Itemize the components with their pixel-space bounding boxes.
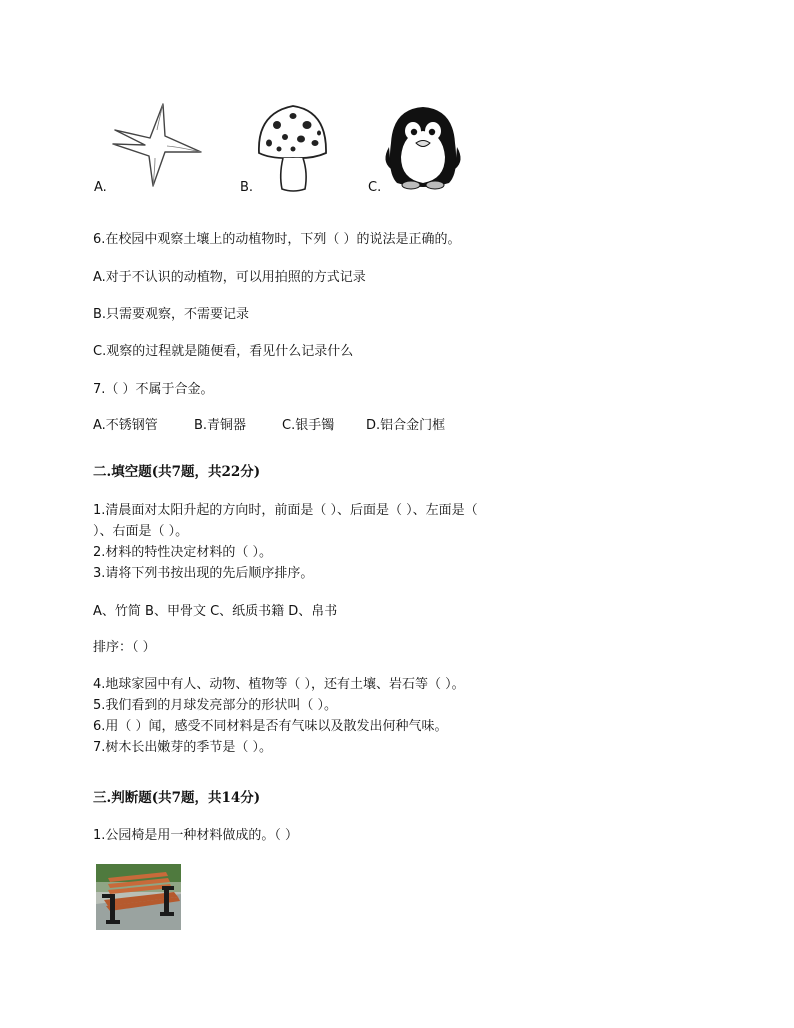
s2-item-1b: ）、右面是（ ）。 <box>93 524 189 539</box>
s2-item-7: 7.树木长出嫩芽的季节是（ ）。 <box>93 740 273 755</box>
q6-option-a[interactable]: A.对于不认识的动植物，可以用拍照的方式记录 <box>93 270 366 285</box>
s2-item-5: 5.我们看到的月球发亮部分的形状叫（ ）。 <box>93 698 338 713</box>
s2-item-3-answer[interactable]: 排序：（ ） <box>93 640 156 655</box>
option-c-label: C. <box>368 180 382 195</box>
mushroom-icon <box>255 103 330 193</box>
section3-title: 三.判断题(共7题，共14分) <box>93 790 261 806</box>
park-bench-photo <box>96 864 181 930</box>
q6-option-b[interactable]: B.只需要观察，不需要记录 <box>93 307 250 322</box>
q7-option-b[interactable]: B.青铜器 <box>194 418 247 433</box>
q7-option-c[interactable]: C.银手镯 <box>282 418 335 433</box>
option-b-label: B. <box>240 180 254 195</box>
s2-item-3-options: A、竹简 B、甲骨文 C、纸质书籍 D、帛书 <box>93 604 338 619</box>
q7-stem: 7.（ ）不属于合金。 <box>93 382 214 397</box>
s2-item-4: 4.地球家园中有人、动物、植物等（ ），还有土壤、岩石等（ ）。 <box>93 677 465 692</box>
starfish-icon <box>105 100 205 190</box>
q7-option-a[interactable]: A.不锈钢管 <box>93 418 158 433</box>
option-a-label: A. <box>94 180 107 195</box>
s2-item-3: 3.请将下列书按出现的先后顺序排序。 <box>93 566 314 581</box>
section2-title: 二.填空题(共7题，共22分) <box>93 464 261 480</box>
s2-item-2: 2.材料的特性决定材料的（ ）。 <box>93 545 273 560</box>
q6-option-c[interactable]: C.观察的过程就是随便看，看见什么记录什么 <box>93 344 354 359</box>
s2-item-6: 6.用（ ）闻，感受不同材料是否有气味以及散发出何种气味。 <box>93 719 448 734</box>
q7-option-d[interactable]: D.铝合金门框 <box>366 418 446 433</box>
penguin-icon <box>383 103 463 191</box>
s3-q1: 1.公园椅是用一种材料做成的。（ ） <box>93 828 299 843</box>
q6-stem: 6.在校园中观察土壤上的动植物时，下列（ ）的说法是正确的。 <box>93 232 461 247</box>
s2-item-1a: 1.清晨面对太阳升起的方向时，前面是（ ）、后面是（ ）、左面是（ <box>93 503 478 518</box>
